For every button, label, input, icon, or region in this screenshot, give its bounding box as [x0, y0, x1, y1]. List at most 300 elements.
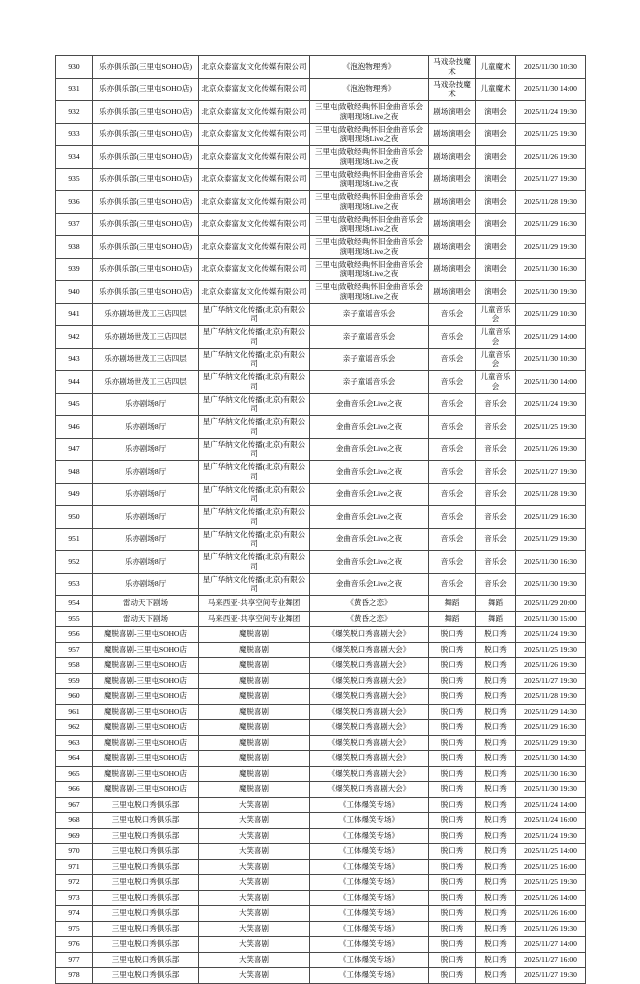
table-row: [56, 416, 586, 439]
table-cell-row-number: 949: [56, 483, 93, 506]
table-cell-category: 脱口秀: [429, 766, 476, 782]
table-cell-row-number: 958: [56, 658, 93, 674]
table-row: [56, 844, 586, 860]
table-cell-show-title: 三里屯|致敬经典|怀旧金曲音乐会演唱现场Live之夜: [310, 236, 429, 259]
table-cell-datetime: 2025/11/29 16:30: [516, 720, 586, 736]
table-cell-venue: 三里屯脱口秀俱乐部: [93, 859, 199, 875]
table-cell-organizer: 北京众泰富友文化传媒有限公司: [199, 236, 310, 259]
table-row: [56, 101, 586, 124]
table-cell-datetime: 2025/11/26 14:00: [516, 890, 586, 906]
table-row: [56, 968, 586, 984]
table-cell-row-number: 952: [56, 551, 93, 574]
table-cell-row-number: 969: [56, 828, 93, 844]
table-cell-category: 马戏杂技魔术: [429, 78, 476, 101]
table-cell-organizer: 魔脱喜剧: [199, 658, 310, 674]
table-cell-type: 演唱会: [476, 168, 516, 191]
table-row: [56, 627, 586, 643]
table-cell-venue: 乐亦剧场8厅: [93, 393, 199, 416]
table-cell-category: 音乐会: [429, 438, 476, 461]
table-row: [56, 551, 586, 574]
table-cell-venue: 乐亦俱乐部(三里屯SOHO店): [93, 213, 199, 236]
table-cell-show-title: 《工体爆笑专场》: [310, 844, 429, 860]
table-row: [56, 348, 586, 371]
table-cell-venue: 魔脱喜剧-三里屯SOHO店: [93, 658, 199, 674]
table-cell-organizer: 大笑喜剧: [199, 844, 310, 860]
table-cell-row-number: 978: [56, 968, 93, 984]
table-cell-venue: 三里屯脱口秀俱乐部: [93, 937, 199, 953]
table-cell-type: 脱口秀: [476, 906, 516, 922]
table-cell-show-title: 《工体爆笑专场》: [310, 797, 429, 813]
table-cell-venue: 乐亦俱乐部(三里屯SOHO店): [93, 123, 199, 146]
table-cell-datetime: 2025/11/30 14:00: [516, 371, 586, 394]
table-cell-type: 儿童音乐会: [476, 348, 516, 371]
table-cell-datetime: 2025/11/24 19:30: [516, 101, 586, 124]
table-cell-show-title: 三里屯|致敬经典|怀旧金曲音乐会演唱现场Live之夜: [310, 281, 429, 304]
table-cell-row-number: 939: [56, 258, 93, 281]
table-cell-row-number: 942: [56, 326, 93, 349]
schedule-table: [55, 55, 586, 984]
table-cell-show-title: 《工体爆笑专场》: [310, 906, 429, 922]
table-row: [56, 751, 586, 767]
table-cell-type: 脱口秀: [476, 921, 516, 937]
table-cell-type: 脱口秀: [476, 952, 516, 968]
table-row: [56, 146, 586, 169]
table-cell-venue: 乐亦俱乐部(三里屯SOHO店): [93, 56, 199, 79]
table-cell-row-number: 976: [56, 937, 93, 953]
table-cell-row-number: 951: [56, 528, 93, 551]
table-cell-show-title: 金曲音乐会Live之夜: [310, 506, 429, 529]
table-cell-category: 脱口秀: [429, 735, 476, 751]
table-cell-type: 音乐会: [476, 528, 516, 551]
table-row: [56, 689, 586, 705]
table-cell-datetime: 2025/11/30 10:30: [516, 348, 586, 371]
table-cell-organizer: 大笑喜剧: [199, 813, 310, 829]
table-cell-datetime: 2025/11/30 16:30: [516, 551, 586, 574]
table-cell-category: 音乐会: [429, 416, 476, 439]
table-cell-datetime: 2025/11/30 19:30: [516, 281, 586, 304]
table-cell-row-number: 941: [56, 303, 93, 326]
table-cell-venue: 雷动天下剧场: [93, 596, 199, 612]
table-cell-venue: 乐亦俱乐部(三里屯SOHO店): [93, 191, 199, 214]
table-cell-show-title: 《爆笑脱口秀喜剧大会》: [310, 735, 429, 751]
table-cell-type: 儿童音乐会: [476, 326, 516, 349]
table-cell-show-title: 《爆笑脱口秀喜剧大会》: [310, 658, 429, 674]
table-cell-category: 音乐会: [429, 326, 476, 349]
table-cell-datetime: 2025/11/24 19:30: [516, 393, 586, 416]
table-cell-show-title: 金曲音乐会Live之夜: [310, 551, 429, 574]
table-cell-category: 剧场演唱会: [429, 236, 476, 259]
table-row: [56, 461, 586, 484]
table-cell-show-title: 《爆笑脱口秀喜剧大会》: [310, 642, 429, 658]
table-cell-row-number: 953: [56, 573, 93, 596]
table-cell-category: 脱口秀: [429, 782, 476, 798]
table-cell-datetime: 2025/11/27 19:30: [516, 461, 586, 484]
table-cell-show-title: 《工体爆笑专场》: [310, 968, 429, 984]
table-cell-organizer: 魔脱喜剧: [199, 735, 310, 751]
table-cell-category: 剧场演唱会: [429, 168, 476, 191]
table-cell-category: 舞蹈: [429, 596, 476, 612]
table-row: [56, 906, 586, 922]
table-cell-category: 音乐会: [429, 303, 476, 326]
table-cell-type: 脱口秀: [476, 735, 516, 751]
table-cell-datetime: 2025/11/29 16:30: [516, 213, 586, 236]
table-cell-show-title: 亲子童谣音乐会: [310, 371, 429, 394]
table-cell-datetime: 2025/11/26 19:30: [516, 146, 586, 169]
table-cell-organizer: 魔脱喜剧: [199, 751, 310, 767]
table-row: [56, 921, 586, 937]
table-row: [56, 596, 586, 612]
table-row: [56, 303, 586, 326]
table-cell-show-title: 《工体爆笑专场》: [310, 937, 429, 953]
table-cell-datetime: 2025/11/26 16:00: [516, 906, 586, 922]
table-cell-datetime: 2025/11/27 19:30: [516, 673, 586, 689]
table-cell-show-title: 金曲音乐会Live之夜: [310, 573, 429, 596]
table-cell-row-number: 971: [56, 859, 93, 875]
table-cell-show-title: 三里屯|致敬经典|怀旧金曲音乐会演唱现场Live之夜: [310, 191, 429, 214]
table-row: [56, 797, 586, 813]
table-cell-datetime: 2025/11/24 14:00: [516, 797, 586, 813]
table-cell-venue: 魔脱喜剧-三里屯SOHO店: [93, 689, 199, 705]
table-cell-organizer: 星广华纳文化传播(北京)有限公司: [199, 393, 310, 416]
table-cell-datetime: 2025/11/27 19:30: [516, 968, 586, 984]
table-row: [56, 813, 586, 829]
table-row: [56, 735, 586, 751]
table-row: [56, 258, 586, 281]
table-cell-type: 脱口秀: [476, 689, 516, 705]
table-cell-venue: 魔脱喜剧-三里屯SOHO店: [93, 782, 199, 798]
table-cell-type: 脱口秀: [476, 875, 516, 891]
table-cell-organizer: 星广华纳文化传播(北京)有限公司: [199, 551, 310, 574]
table-cell-category: 脱口秀: [429, 627, 476, 643]
table-cell-type: 演唱会: [476, 258, 516, 281]
table-cell-show-title: 《泡泡物理秀》: [310, 56, 429, 79]
table-cell-organizer: 大笑喜剧: [199, 797, 310, 813]
table-cell-datetime: 2025/11/29 19:30: [516, 236, 586, 259]
table-cell-venue: 魔脱喜剧-三里屯SOHO店: [93, 642, 199, 658]
table-cell-datetime: 2025/11/29 19:30: [516, 735, 586, 751]
table-cell-datetime: 2025/11/29 14:00: [516, 326, 586, 349]
table-cell-venue: 魔脱喜剧-三里屯SOHO店: [93, 766, 199, 782]
table-cell-row-number: 944: [56, 371, 93, 394]
table-row: [56, 859, 586, 875]
table-cell-datetime: 2025/11/28 19:30: [516, 483, 586, 506]
table-cell-venue: 乐亦剧场世茂工三店四层: [93, 326, 199, 349]
table-cell-venue: 雷动天下剧场: [93, 611, 199, 627]
table-cell-show-title: 金曲音乐会Live之夜: [310, 528, 429, 551]
table-cell-venue: 乐亦俱乐部(三里屯SOHO店): [93, 168, 199, 191]
table-row: [56, 937, 586, 953]
table-cell-type: 脱口秀: [476, 720, 516, 736]
table-row: [56, 782, 586, 798]
table-cell-type: 音乐会: [476, 461, 516, 484]
table-cell-organizer: 星广华纳文化传播(北京)有限公司: [199, 528, 310, 551]
table-cell-type: 演唱会: [476, 191, 516, 214]
table-cell-organizer: 魔脱喜剧: [199, 627, 310, 643]
table-cell-organizer: 星广华纳文化传播(北京)有限公司: [199, 461, 310, 484]
table-cell-row-number: 966: [56, 782, 93, 798]
table-cell-category: 脱口秀: [429, 704, 476, 720]
table-cell-venue: 乐亦剧场8厅: [93, 573, 199, 596]
table-cell-type: 儿童魔术: [476, 78, 516, 101]
table-cell-datetime: 2025/11/27 16:00: [516, 952, 586, 968]
table-cell-row-number: 959: [56, 673, 93, 689]
table-cell-type: 脱口秀: [476, 813, 516, 829]
table-cell-row-number: 940: [56, 281, 93, 304]
table-cell-datetime: 2025/11/25 14:00: [516, 844, 586, 860]
table-cell-category: 音乐会: [429, 551, 476, 574]
table-cell-show-title: 《爆笑脱口秀喜剧大会》: [310, 751, 429, 767]
table-cell-category: 脱口秀: [429, 658, 476, 674]
table-cell-category: 脱口秀: [429, 859, 476, 875]
table-cell-organizer: 魔脱喜剧: [199, 782, 310, 798]
table-cell-organizer: 大笑喜剧: [199, 875, 310, 891]
table-cell-organizer: 大笑喜剧: [199, 952, 310, 968]
table-cell-category: 脱口秀: [429, 828, 476, 844]
table-row: [56, 371, 586, 394]
table-cell-row-number: 954: [56, 596, 93, 612]
table-cell-type: 脱口秀: [476, 844, 516, 860]
table-cell-datetime: 2025/11/29 10:30: [516, 303, 586, 326]
table-cell-row-number: 960: [56, 689, 93, 705]
table-cell-category: 剧场演唱会: [429, 213, 476, 236]
table-cell-row-number: 956: [56, 627, 93, 643]
table-cell-organizer: 魔脱喜剧: [199, 642, 310, 658]
table-cell-venue: 三里屯脱口秀俱乐部: [93, 797, 199, 813]
table-cell-organizer: 大笑喜剧: [199, 828, 310, 844]
table-cell-type: 脱口秀: [476, 627, 516, 643]
table-row: [56, 890, 586, 906]
table-cell-category: 音乐会: [429, 573, 476, 596]
table-cell-show-title: 三里屯|致敬经典|怀旧金曲音乐会演唱现场Live之夜: [310, 168, 429, 191]
table-cell-venue: 三里屯脱口秀俱乐部: [93, 875, 199, 891]
table-cell-venue: 乐亦剧场8厅: [93, 551, 199, 574]
table-cell-venue: 乐亦剧场8厅: [93, 483, 199, 506]
table-cell-organizer: 北京众泰富友文化传媒有限公司: [199, 258, 310, 281]
table-cell-venue: 三里屯脱口秀俱乐部: [93, 844, 199, 860]
table-cell-type: 音乐会: [476, 506, 516, 529]
table-cell-category: 剧场演唱会: [429, 191, 476, 214]
table-cell-category: 音乐会: [429, 483, 476, 506]
table-cell-row-number: 938: [56, 236, 93, 259]
table-cell-row-number: 931: [56, 78, 93, 101]
table-cell-datetime: 2025/11/30 14:00: [516, 78, 586, 101]
table-cell-type: 儿童音乐会: [476, 303, 516, 326]
table-cell-row-number: 936: [56, 191, 93, 214]
table-cell-organizer: 魔脱喜剧: [199, 766, 310, 782]
table-cell-datetime: 2025/11/29 16:30: [516, 506, 586, 529]
table-cell-show-title: 《爆笑脱口秀喜剧大会》: [310, 627, 429, 643]
table-cell-row-number: 963: [56, 735, 93, 751]
table-cell-venue: 乐亦俱乐部(三里屯SOHO店): [93, 258, 199, 281]
table-cell-category: 脱口秀: [429, 968, 476, 984]
table-cell-row-number: 957: [56, 642, 93, 658]
table-cell-datetime: 2025/11/25 19:30: [516, 875, 586, 891]
table-cell-show-title: 三里屯|致敬经典|怀旧金曲音乐会演唱现场Live之夜: [310, 123, 429, 146]
table-cell-type: 演唱会: [476, 123, 516, 146]
table-cell-datetime: 2025/11/26 19:30: [516, 438, 586, 461]
table-cell-type: 脱口秀: [476, 968, 516, 984]
table-cell-organizer: 马来西亚·共享空间专业舞团: [199, 611, 310, 627]
table-cell-category: 剧场演唱会: [429, 123, 476, 146]
table-row: [56, 236, 586, 259]
table-cell-row-number: 975: [56, 921, 93, 937]
table-cell-row-number: 930: [56, 56, 93, 79]
table-cell-row-number: 943: [56, 348, 93, 371]
table-row: [56, 191, 586, 214]
table-cell-venue: 三里屯脱口秀俱乐部: [93, 952, 199, 968]
table-row: [56, 56, 586, 79]
table-cell-category: 马戏杂技魔术: [429, 56, 476, 79]
table-cell-category: 脱口秀: [429, 937, 476, 953]
table-cell-show-title: 《泡泡物理秀》: [310, 78, 429, 101]
table-cell-datetime: 2025/11/28 19:30: [516, 191, 586, 214]
table-row: [56, 642, 586, 658]
table-cell-organizer: 北京众泰富友文化传媒有限公司: [199, 168, 310, 191]
table-cell-organizer: 星广华纳文化传播(北京)有限公司: [199, 416, 310, 439]
table-row: [56, 611, 586, 627]
table-cell-type: 脱口秀: [476, 642, 516, 658]
table-cell-show-title: 《爆笑脱口秀喜剧大会》: [310, 704, 429, 720]
table-cell-type: 音乐会: [476, 483, 516, 506]
table-row: [56, 528, 586, 551]
table-cell-venue: 乐亦剧场世茂工三店四层: [93, 348, 199, 371]
table-row: [56, 506, 586, 529]
table-cell-venue: 乐亦俱乐部(三里屯SOHO店): [93, 101, 199, 124]
table-cell-category: 音乐会: [429, 371, 476, 394]
table-cell-row-number: 968: [56, 813, 93, 829]
table-cell-datetime: 2025/11/29 20:00: [516, 596, 586, 612]
table-cell-venue: 魔脱喜剧-三里屯SOHO店: [93, 627, 199, 643]
table-cell-datetime: 2025/11/29 14:30: [516, 704, 586, 720]
table-cell-row-number: 946: [56, 416, 93, 439]
table-cell-venue: 乐亦俱乐部(三里屯SOHO店): [93, 146, 199, 169]
table-row: [56, 828, 586, 844]
table-cell-datetime: 2025/11/27 19:30: [516, 168, 586, 191]
table-cell-datetime: 2025/11/30 19:30: [516, 782, 586, 798]
table-cell-venue: 乐亦剧场8厅: [93, 438, 199, 461]
table-cell-venue: 三里屯脱口秀俱乐部: [93, 921, 199, 937]
table-cell-row-number: 937: [56, 213, 93, 236]
table-cell-organizer: 大笑喜剧: [199, 921, 310, 937]
table-cell-datetime: 2025/11/25 19:30: [516, 642, 586, 658]
table-cell-datetime: 2025/11/30 15:00: [516, 611, 586, 627]
table-cell-type: 演唱会: [476, 213, 516, 236]
table-row: [56, 952, 586, 968]
table-cell-category: 音乐会: [429, 393, 476, 416]
table-cell-organizer: 北京众泰富友文化传媒有限公司: [199, 78, 310, 101]
table-cell-row-number: 934: [56, 146, 93, 169]
table-cell-category: 音乐会: [429, 528, 476, 551]
table-cell-venue: 乐亦剧场世茂工三店四层: [93, 371, 199, 394]
table-cell-row-number: 962: [56, 720, 93, 736]
table-cell-organizer: 星广华纳文化传播(北京)有限公司: [199, 506, 310, 529]
table-cell-category: 剧场演唱会: [429, 101, 476, 124]
table-cell-venue: 魔脱喜剧-三里屯SOHO店: [93, 673, 199, 689]
table-cell-organizer: 北京众泰富友文化传媒有限公司: [199, 213, 310, 236]
table-cell-type: 演唱会: [476, 236, 516, 259]
table-row: [56, 326, 586, 349]
table-cell-venue: 魔脱喜剧-三里屯SOHO店: [93, 735, 199, 751]
table-cell-show-title: 《爆笑脱口秀喜剧大会》: [310, 782, 429, 798]
table-row: [56, 123, 586, 146]
table-cell-venue: 三里屯脱口秀俱乐部: [93, 890, 199, 906]
table-cell-category: 脱口秀: [429, 890, 476, 906]
table-cell-show-title: 《工体爆笑专场》: [310, 890, 429, 906]
table-cell-datetime: 2025/11/26 19:30: [516, 921, 586, 937]
table-cell-venue: 乐亦剧场8厅: [93, 506, 199, 529]
table-cell-venue: 乐亦剧场8厅: [93, 528, 199, 551]
table-cell-type: 音乐会: [476, 393, 516, 416]
table-cell-datetime: 2025/11/25 19:30: [516, 123, 586, 146]
table-row: [56, 281, 586, 304]
table-cell-organizer: 星广华纳文化传播(北京)有限公司: [199, 483, 310, 506]
table-cell-category: 剧场演唱会: [429, 281, 476, 304]
table-cell-show-title: 《工体爆笑专场》: [310, 875, 429, 891]
table-cell-venue: 三里屯脱口秀俱乐部: [93, 906, 199, 922]
table-cell-row-number: 974: [56, 906, 93, 922]
table-cell-show-title: 《工体爆笑专场》: [310, 952, 429, 968]
table-cell-category: 脱口秀: [429, 797, 476, 813]
table-cell-category: 舞蹈: [429, 611, 476, 627]
table-cell-category: 脱口秀: [429, 921, 476, 937]
table-cell-type: 脱口秀: [476, 828, 516, 844]
table-cell-type: 脱口秀: [476, 704, 516, 720]
table-cell-show-title: 亲子童谣音乐会: [310, 326, 429, 349]
table-cell-category: 脱口秀: [429, 952, 476, 968]
table-cell-organizer: 北京众泰富友文化传媒有限公司: [199, 191, 310, 214]
table-cell-organizer: 北京众泰富友文化传媒有限公司: [199, 146, 310, 169]
table-cell-show-title: 《工体爆笑专场》: [310, 921, 429, 937]
table-cell-venue: 三里屯脱口秀俱乐部: [93, 968, 199, 984]
table-cell-venue: 三里屯脱口秀俱乐部: [93, 813, 199, 829]
table-cell-type: 脱口秀: [476, 937, 516, 953]
table-cell-organizer: 星广华纳文化传播(北京)有限公司: [199, 438, 310, 461]
table-cell-organizer: 北京众泰富友文化传媒有限公司: [199, 56, 310, 79]
table-cell-row-number: 932: [56, 101, 93, 124]
table-cell-category: 脱口秀: [429, 673, 476, 689]
table-cell-organizer: 星广华纳文化传播(北京)有限公司: [199, 371, 310, 394]
table-cell-row-number: 967: [56, 797, 93, 813]
table-cell-organizer: 马来西亚·共享空间专业舞团: [199, 596, 310, 612]
table-row: [56, 766, 586, 782]
table-cell-organizer: 魔脱喜剧: [199, 673, 310, 689]
table-cell-type: 脱口秀: [476, 797, 516, 813]
table-cell-show-title: 亲子童谣音乐会: [310, 348, 429, 371]
table-cell-datetime: 2025/11/25 16:00: [516, 859, 586, 875]
table-cell-datetime: 2025/11/30 10:30: [516, 56, 586, 79]
table-cell-type: 脱口秀: [476, 751, 516, 767]
table-cell-show-title: 金曲音乐会Live之夜: [310, 438, 429, 461]
table-cell-organizer: 大笑喜剧: [199, 906, 310, 922]
table-row: [56, 483, 586, 506]
table-cell-organizer: 大笑喜剧: [199, 937, 310, 953]
table-cell-organizer: 星广华纳文化传播(北京)有限公司: [199, 303, 310, 326]
table-cell-category: 剧场演唱会: [429, 258, 476, 281]
table-cell-type: 音乐会: [476, 551, 516, 574]
table-cell-show-title: 亲子童谣音乐会: [310, 303, 429, 326]
table-cell-category: 脱口秀: [429, 720, 476, 736]
table-cell-venue: 乐亦剧场世茂工三店四层: [93, 303, 199, 326]
table-cell-category: 音乐会: [429, 348, 476, 371]
table-cell-show-title: 《工体爆笑专场》: [310, 859, 429, 875]
table-cell-venue: 三里屯脱口秀俱乐部: [93, 828, 199, 844]
table-cell-datetime: 2025/11/30 16:30: [516, 258, 586, 281]
table-cell-type: 脱口秀: [476, 658, 516, 674]
table-cell-show-title: 三里屯|致敬经典|怀旧金曲音乐会演唱现场Live之夜: [310, 101, 429, 124]
table-cell-type: 演唱会: [476, 146, 516, 169]
table-cell-row-number: 947: [56, 438, 93, 461]
table-cell-show-title: 三里屯|致敬经典|怀旧金曲音乐会演唱现场Live之夜: [310, 146, 429, 169]
